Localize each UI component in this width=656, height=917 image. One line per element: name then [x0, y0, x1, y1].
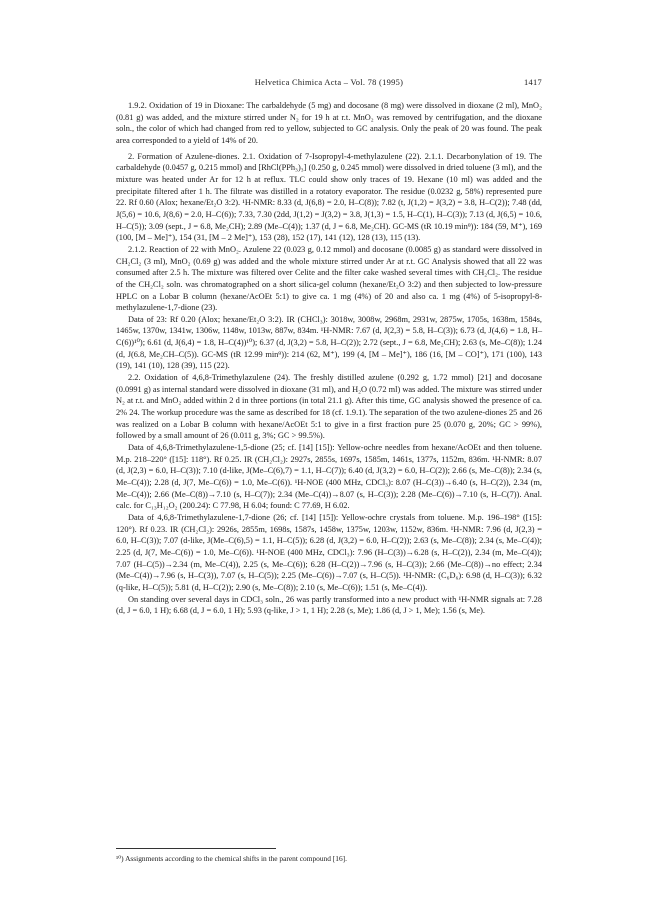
running-header	[116, 77, 542, 89]
paragraph-azulene-diones: 2. Formation of Azulene-diones. 2.1. Oxidation of 7-Isopropyl-4-methylazulene (22). 2.1.1. Decarbonylation of 19. The carbaldehyde (0.0457 g, 0.215 mmol) and [RhCl(PPh₃)₃] (0.250 g, 0.245 mmol) were dissolved in dried toluene (3 ml), and the mixture was heated under Ar for 12 h at reflux. TLC could show only traces of 19. Hexane (10 ml) was added and the precipitate filtered after 1 h. The filtrate was distilled in a rotatory evaporator. The residue (0.0232 g, 58%) represented pure 22. Rf 0.60 (Alox; hexane/Et₂O 3:2). ¹H-NMR: 8.33 (d, J(6,8) = 2.0, H–C(8)); 7.82 (t, J(1,2) = J(3,2) = 3.8, H–C(2)); 7.48 (dd, J(5,6) = 10.6, J(8,6) = 2.0, H–C(6)); 7.33, 7.30 (2dd, J(1,2) = J(3,2) = 3.8, J(1,3) = 1.5, H–C(1), H–C(3)); 7.13 (d, J(6,5) = 10.6, H–C(5)); 3.09 (sept., J = 6.8, Me₂CH); 2.89 (Me–C(4)); 1.37 (d, J = 6.8, Me₂CH). GC-MS (tR 10.19 min⁹)): 184 (59, M⁺), 169 (100, [M – Me]⁺), 154 (31, [M – 2 Me]⁺), 153 (28), 152 (17), 141 (12), 128 (13), 115 (13).	[116, 151, 542, 243]
paragraph-reaction-mno2: 2.1.2. Reaction of 22 with MnO₂. Azulene 22 (0.023 g, 0.12 mmol) and docosane (0.0085 g) as standard were dissolved in CH₂Cl₂ (3 ml), MnO₂ (0.69 g) was added and the whole mixture stirred under Ar at r.t. GC Analysis showed that all 22 was consumed after 2.5 h. The mixture was filtered over Celite and the filter cake washed several times with CH₂Cl₂. The residue of the CH₂Cl₂ soln. was chromatographed on a short silica-gel column (hexane/Et₂O 3:2) and then subjected to low-pressure HPLC on a Lobar B column (hexane/AcOEt 5:1) to give ca. 1 mg (4%) of 20 and also ca. 1 mg (4%) of 5-isopropyl-8-methylazulene-1,7-dione (23).	[116, 244, 542, 313]
paragraph-data-26: Data of 4,6,8-Trimethylazulene-1,7-dione (26; cf. [14] [15]): Yellow-ochre crystals from toluene. M.p. 196–198° ([15]: 120°). Rf 0.23. IR (CH₂Cl₂): 2926s, 2855m, 1698s, 1587s, 1458w, 1375w, 1203w, 1152w, 836m. ¹H-NMR: 7.96 (d, J(2,3) = 6.0, H–C(3)); 7.07 (d-like, J(Me–C(6),5) = 1.1, H–C(5)); 6.28 (d, J(3,2) = 6.0, H–C(2)); 2.63 (s, Me–C(8)); 2.34 (s, Me–C(4)); 2.25 (d, J(7, Me–C(6)) = 1.0, Me–C(6)). ¹H-NOE (400 MHz, CDCl₃): 7.96 (H–C(3))→6.28 (s, H–C(2)), 2.34 (m, Me–C(4)); 7.07 (H–C(5))→2.34 (m, Me–C(4)), 2.25 (s, Me–C(6)); 6.28 (H–C(2))→7.96 (s, H–C(3)); 2.66 (Me–C(8))→no effect; 2.34 (Me–C(4))→7.96 (s, H–C(3)), 7.07 (s, H–C(5)); 2.25 (Me–C(6))→7.07 (s, H–C(5)). ¹H-NMR: (C₆D₆): 6.98 (d, H–C(3)); 6.32 (q-like, H–C(5)); 5.81 (d, H–C(2)); 2.90 (s, Me–C(8)); 2.10 (s, Me–C(6)); 1.51 (s, Me–C(4)).	[116, 512, 542, 592]
article-body	[116, 100, 542, 617]
page-number: 1417	[524, 78, 542, 87]
footnote: ¹⁰) Assignments according to the chemical shifts in the parent compound [16].	[116, 854, 347, 863]
paragraph-oxidation-dioxane: 1.9.2. Oxidation of 19 in Dioxane: The carbaldehyde (5 mg) and docosane (8 mg) were dissolved in dioxane (2 ml), MnO₂ (0.81 g) was added, and the mixture stirred under N₂ for 19 h at r.t. MnO₂ was removed by centrifugation, and the dioxane soln., the color of which had changed from red to yellow, subjected to GC analysis. Only the peak of 20 was found. The peak area corresponded to a yield of 14% of 20.	[116, 101, 542, 145]
paragraph-data-25: Data of 4,6,8-Trimethylazulene-1,5-dione (25; cf. [14] [15]): Yellow-ochre needles from hexane/AcOEt and then toluene. M.p. 218–220° ([15]: 118°). Rf 0.25. IR (CH₂Cl₂): 2927s, 2855s, 1697s, 1585m, 1461s, 1377s, 1152m, 836m. ¹H-NMR: 8.07 (d, J(2,3) = 6.0, H–C(3)); 7.10 (d-like, J(Me–C(6),7) = 1.1, H–C(7)); 6.40 (d, J(3,2) = 6.0, H–C(2)); 2.66 (s, Me–C(8)); 2.34 (s, Me–C(4)); 2.28 (d, J(7, Me–C(6)) = 1.0, Me–C(6)). ¹H-NOE (400 MHz, CDCl₃): 8.07 (H–C(3))→6.40 (s, H–C(2)), 2.34 (m, Me–C(4)); 2.66 (Me–C(8))→7.10 (s, H–C(7)); 2.34 (Me–C(4))→8.07 (s, H–C(3)); 2.28 (Me–C(6))→7.10 (s, H–C(7)). Anal. calc. for C₁₃H₁₂O₂ (200.24): C 77.98, H 6.04; found: C 77.69, H 6.02.	[116, 443, 542, 511]
footnote-divider	[116, 848, 276, 849]
paragraph-oxidation-trimethylazulene: 2.2. Oxidation of 4,6,8-Trimethylazulene (24). The freshly distilled azulene (0.292 g, 1.72 mmol) [21] and docosane (0.0991 g) as internal standard were dissolved in dioxane (31 ml), and H₂O (0.72 ml) was added. The mixture was stirred under N₂ at r.t. and MnO₂ added within 2 d in three portions (in total 21.1 g). After this time, GC analysis showed the presence of ca. 2% 24. The workup procedure was the same as described for 18 (cf. 1.9.1). The separation of the two azulene-diones 25 and 26 was realized on a Lobar B column with hexane/AcOEt 5:1 to give in a first fraction pure 25 (0.070 g, 20%; GC > 99%), followed by a small amount of 26 (0.011 g, 3%; GC > 99.5%).	[116, 373, 542, 441]
paragraph-data-23: Data of 23: Rf 0.20 (Alox; hexane/Et₂O 3:2). IR (CHCl₃): 3018w, 3008w, 2968m, 2931w, 2875w, 1705s, 1638m, 1584s, 1465w, 1370w, 1341w, 1306w, 1148w, 1013w, 887w, 834m. ¹H-NMR: 7.67 (d, J(2,3) = 5.8, H–C(3)); 6.73 (d, J(4,6) = 1.8, H–C(6))¹⁰); 6.61 (d, J(6,4) = 1.8, H–C(4))¹⁰); 6.37 (d, J(3,2) = 5.8, H–C(2)); 2.72 (sept., J = 6.8, Me₂CH); 2.63 (s, Me–C(8)); 1.24 (d, J(6.8, Me₂CH–C(5)). GC-MS (tR 12.99 min⁹)): 214 (62, M⁺), 199 (4, [M – Me]⁺), 186 (16, [M – CO]⁺), 171 (100), 143 (19), 141 (10), 128 (39), 115 (22).	[116, 314, 542, 371]
journal-title: Helvetica Chimica Acta – Vol. 78 (1995)	[254, 78, 404, 87]
paragraph-cdcl3-standing: On standing over several days in CDCl₃ soln., 26 was partly transformed into a new product with ¹H-NMR signals at: 7.28 (d, J = 6.0, 1 H); 6.68 (d, J = 6.0, 1 H); 5.93 (q-like, J > 1, 1 H); 2.28 (s, Me); 1.86 (d, J > 1, Me); 1.56 (s, Me).	[116, 594, 542, 616]
